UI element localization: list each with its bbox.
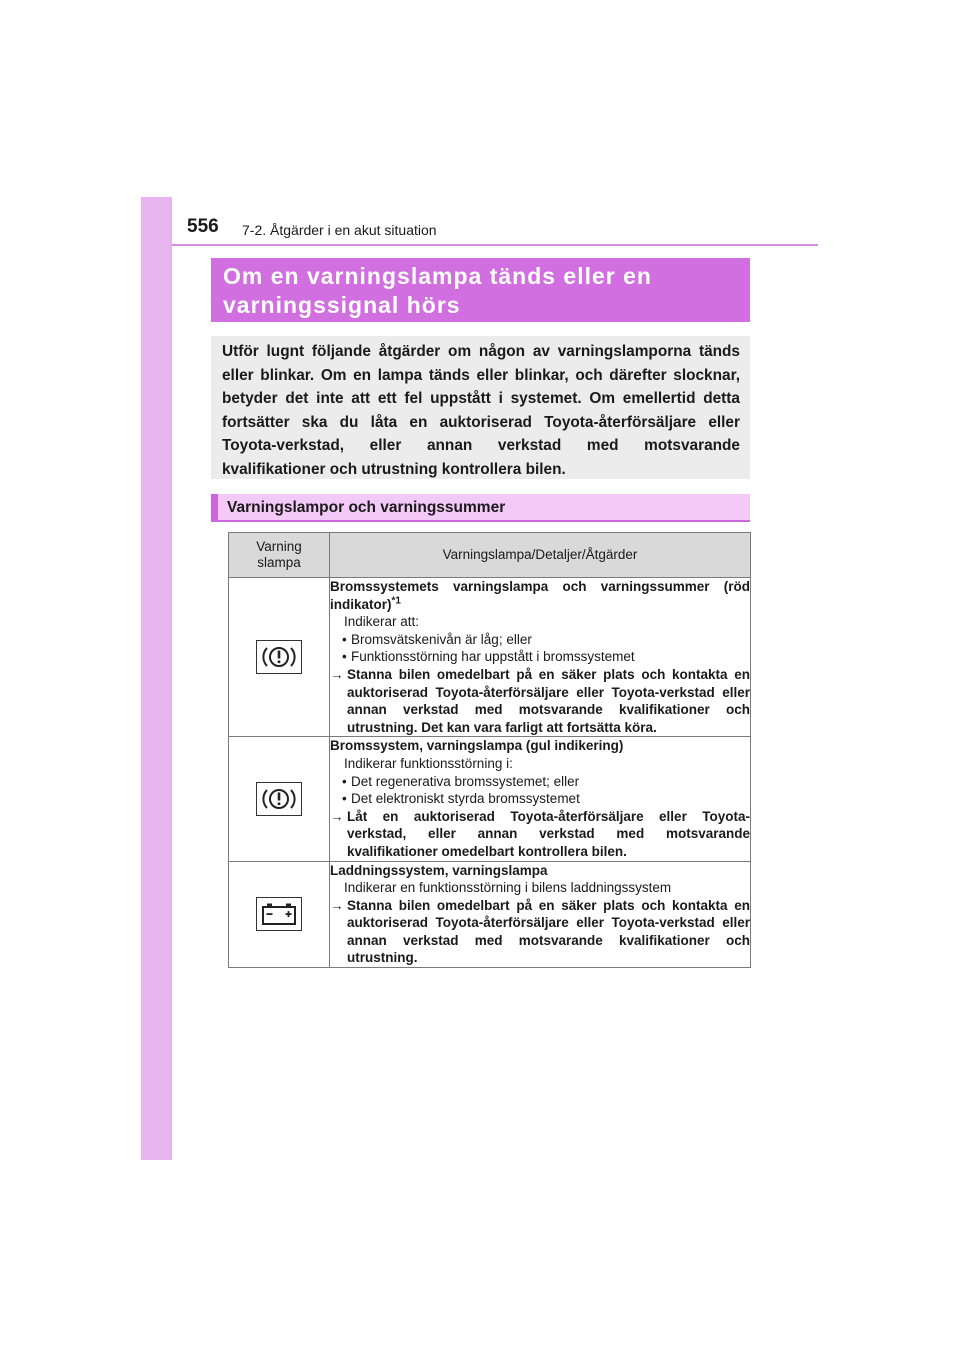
intro-box	[211, 336, 750, 479]
table-row	[229, 578, 751, 737]
footnote-marker: *1	[391, 595, 401, 607]
brake-warning-icon	[256, 640, 302, 674]
detail-cell	[330, 861, 751, 968]
table-row	[229, 861, 751, 968]
column-header-light: Varning slampa	[229, 533, 330, 578]
column-header-details: Varningslampa/Detaljer/Åtgärder	[330, 533, 751, 578]
list-item: • Det regenerativa bromssystemet; eller	[330, 773, 750, 791]
list-item: • Bromsvätskenivån är låg; eller	[330, 631, 750, 649]
section-title	[211, 258, 750, 322]
warning-intro: Indikerar funktionsstörning i:	[344, 755, 513, 771]
table-header-row	[229, 533, 751, 578]
warning-action: → Låt en auktoriserad Toyota-återförsäljare eller Toyota-verkstad, eller annan verkstad med motsvarande kvalifikationer omedelbart kontrollera bilen.	[330, 808, 750, 859]
detail-cell	[330, 578, 751, 737]
detail-cell	[330, 737, 751, 861]
subsection-heading	[211, 494, 750, 522]
list-item: • Det elektroniskt styrda bromssystemet	[330, 790, 750, 808]
battery-icon	[256, 897, 302, 931]
warning-intro: Indikerar att:	[344, 614, 420, 630]
chapter-title: 7-2. Åtgärder i en akut situation	[242, 222, 437, 238]
subsection-title: Varningslampor och varningssummer	[227, 499, 506, 516]
intro-text: Utför lugnt följande åtgärder om någon av varningslamporna tänds eller blinkar. Om en lampa tänds eller blinkar, och därefter slocknar, betyder det inte att ett fel uppstått i systemet. Om emellertid detta fortsätter ska du låta en auktoriserad Toyota-återförsäljare eller Toyota-verkstad, eller annan verkstad med motsvarande kvalifikationer och utrustning kontrollera bilen.	[222, 343, 740, 478]
brake-warning-icon	[256, 782, 302, 816]
warning-intro: Indikerar en funktionsstörning i bilens laddningssystem	[344, 880, 672, 896]
header-divider	[172, 244, 818, 246]
arrow-icon: →	[330, 897, 344, 913]
arrow-icon: →	[330, 666, 344, 682]
warning-lights-table	[228, 532, 751, 968]
warning-title: Bromssystemets varningslampa och varningssummer (röd indikator)$^{*1}$	[330, 579, 750, 612]
icon-cell	[229, 737, 330, 861]
section-title-line-1: Om en varningslampa tänds eller en	[223, 263, 652, 289]
arrow-icon: →	[330, 808, 344, 824]
section-title-line-2: varningssignal hörs	[223, 292, 461, 318]
page-number: 556	[187, 216, 219, 237]
warning-title: Bromssystem, varningslampa (gul indikering)	[330, 738, 624, 754]
warning-action: → Stanna bilen omedelbart på en säker plats och kontakta en auktoriserad Toyota-återförsäljare eller Toyota-verkstad eller annan verkstad med motsvarande kvalifikationer och utrustning.	[330, 897, 750, 966]
table-row	[229, 737, 751, 861]
icon-cell	[229, 861, 330, 968]
chapter-side-tab	[141, 197, 172, 1160]
icon-cell	[229, 578, 330, 737]
list-item: • Funktionsstörning har uppstått i bromssystemet	[330, 648, 750, 666]
warning-title: Laddningssystem, varningslampa	[330, 862, 548, 878]
warning-action: → Stanna bilen omedelbart på en säker plats och kontakta en auktoriserad Toyota-återförsäljare eller Toyota-verkstad eller annan verkstad med motsvarande kvalifikationer och utrustning. Det kan vara farligt att fortsätta köra.	[330, 666, 750, 735]
